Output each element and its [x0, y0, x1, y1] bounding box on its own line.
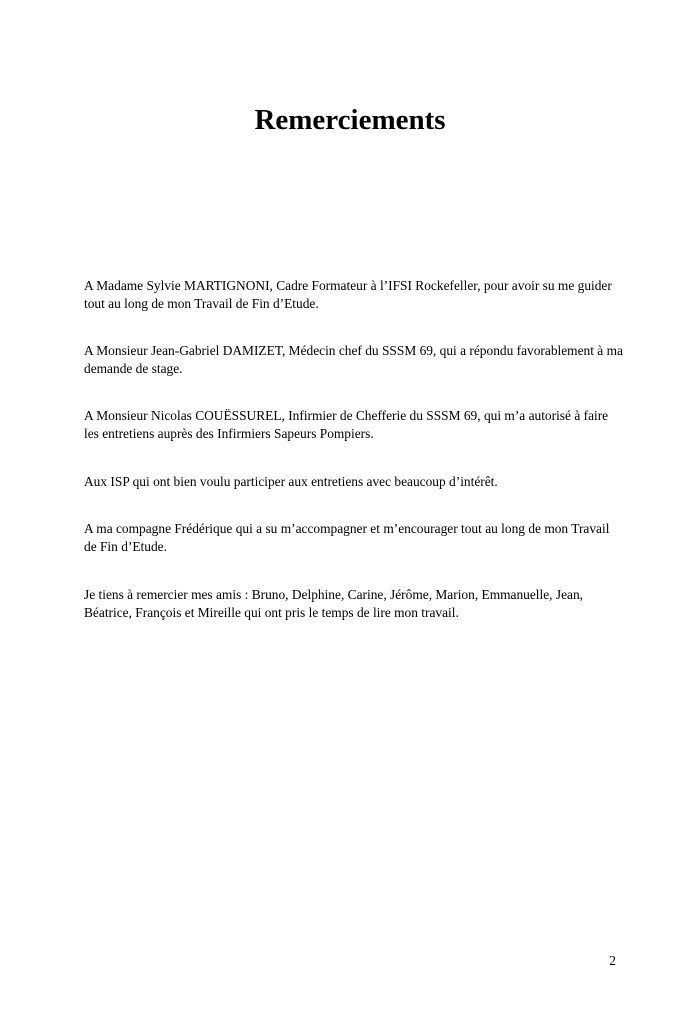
acknowledgement-paragraph-1: A Madame Sylvie MARTIGNONI, Cadre Formateur à l’IFSI Rockefeller, pour avoir su me guider tout au long de mon Travail de Fin d’Etude. — [84, 278, 612, 311]
acknowledgement-paragraph-5: A ma compagne Frédérique qui a su m’accompagner et m’encourager tout au long de mon Travail de Fin d’Etude. — [84, 521, 610, 554]
acknowledgement-paragraph-2: A Monsieur Jean-Gabriel DAMIZET, Médecin chef du SSSM 69, qui a répondu favorablement à ma demande de stage. — [84, 343, 623, 376]
acknowledgement-paragraph-4: Aux ISP qui ont bien voulu participer aux entretiens avec beaucoup d’intérêt. — [84, 474, 498, 489]
page-title: Remerciements — [254, 104, 446, 136]
acknowledgement-paragraph-3: A Monsieur Nicolas COUËSSUREL, Infirmier de Chefferie du SSSM 69, qui m’a autorisé à faire les entretiens auprès des Infirmiers Sapeurs Pompiers. — [84, 408, 609, 441]
acknowledgement-paragraph-6: Je tiens à remercier mes amis : Bruno, Delphine, Carine, Jérôme, Marion, Emmanuelle, Jean, Béatrice, François et Mireille qui ont pris le temps de lire mon travail. — [84, 587, 584, 620]
page-number: 2 — [609, 953, 616, 968]
